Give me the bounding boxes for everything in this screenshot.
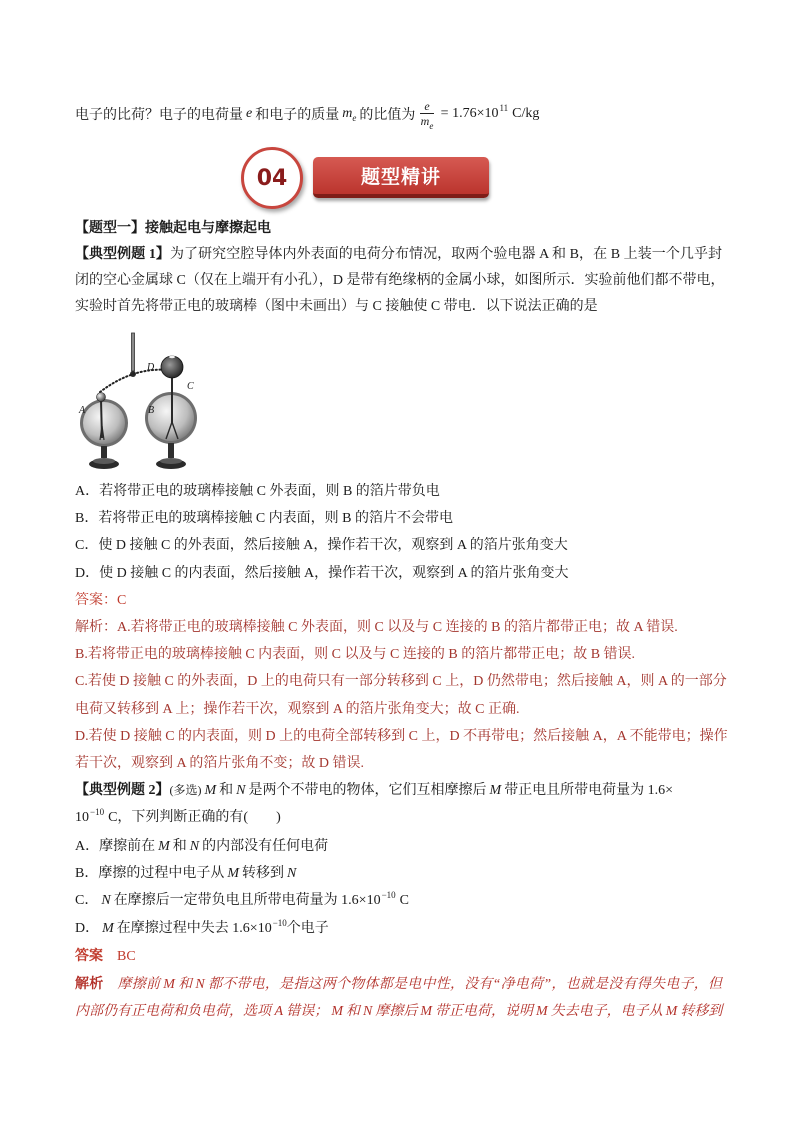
example1-analysis-line2: B.若将带正电的玻璃棒接触 C 内表面，则 C 以及与 C 连接的 B 的箔片都带正电；故 B 错误. bbox=[75, 647, 636, 663]
example1-option-d: D．使 D 接触 C 的内表面，然后接触 A，操作若干次，观察到 A 的箔片张角变大 bbox=[75, 565, 569, 581]
text-segment: 在摩擦过程中失去 1.6×10 bbox=[116, 921, 272, 937]
intro-mid-text: 和电子的质量 bbox=[255, 108, 340, 123]
exponent: −10 bbox=[381, 890, 396, 901]
text-segment: 在摩擦后一定带负电且所带电荷量为 1.6×10 bbox=[113, 893, 381, 909]
example2-option-a bbox=[75, 833, 722, 860]
variable-m: M bbox=[665, 1003, 678, 1019]
variable-n: N bbox=[362, 1003, 373, 1019]
variable-m: M bbox=[204, 783, 217, 799]
variable-n: N bbox=[189, 838, 200, 854]
multi-select-note: (多选) bbox=[169, 783, 202, 798]
variable-m: M bbox=[536, 1003, 548, 1019]
power-base: 10 bbox=[75, 810, 89, 826]
ratio-mantissa: = 1.76×10 bbox=[440, 106, 499, 121]
text-segment: 和 bbox=[219, 783, 234, 799]
insulated-handle-d bbox=[130, 333, 136, 377]
text-segment: 是两个不带电的物体，它们互相摩擦后 bbox=[248, 783, 487, 799]
example2-analysis-line2 bbox=[75, 998, 722, 1025]
example2-option-c bbox=[75, 887, 722, 915]
ratio-value bbox=[440, 103, 540, 122]
label-d: D bbox=[147, 362, 155, 373]
unit: C bbox=[399, 893, 410, 909]
text-segment: 转移到 bbox=[680, 1003, 723, 1019]
text-segment: 失去电子，电子从 bbox=[550, 1003, 663, 1019]
hollow-sphere-c bbox=[161, 356, 183, 378]
text-segment: 都不带电，是指这两个物体都是电中性，没有“净电荷”，也就是没有得失电子，但 bbox=[207, 976, 723, 992]
example1-stem-line1 bbox=[75, 242, 722, 268]
variable-m: M bbox=[331, 1003, 343, 1019]
example1-analysis-line6: 若干次，观察到 A 的箔片张角不变；故 D 错误. bbox=[75, 756, 364, 772]
example2-option-b bbox=[75, 860, 722, 887]
intro-tail-text: 的比值为 bbox=[359, 108, 416, 123]
answer-value: BC bbox=[117, 949, 136, 965]
example2-tag: 【典型例题 2】 bbox=[75, 783, 170, 799]
example2-stem-line2 bbox=[75, 804, 722, 832]
variable-m: m bbox=[342, 106, 353, 121]
label-c: C bbox=[187, 381, 194, 392]
ratio-unit: C/kg bbox=[512, 106, 540, 121]
example2-answer bbox=[75, 943, 722, 970]
denominator-m: m bbox=[420, 114, 430, 128]
example1-analysis-line1: 解析：A.若将带正电的玻璃棒接触 C 外表面，则 C 以及与 C 连接的 B 的箔片都带正电；故 A 错误. bbox=[75, 620, 678, 636]
ratio-exponent: 11 bbox=[499, 103, 509, 113]
example1-option-c: C．使 D 接触 C 的外表面，然后接触 A，操作若干次，观察到 A 的箔片张角变大 bbox=[75, 538, 568, 554]
example1-option-a: A．若将带正电的玻璃棒接触 C 外表面，则 B 的箔片带负电 bbox=[75, 484, 440, 499]
dotted-path bbox=[100, 370, 168, 392]
example1-analysis-line3: C.若使 D 接触 C 的外表面，D 上的电荷只有一部分转移到 C 上，D 仍然带电；然后接触 A，则 A 的一部分 bbox=[75, 674, 727, 690]
example1-tag: 【典型例题 1】 bbox=[75, 247, 170, 262]
variable-m-e bbox=[342, 106, 356, 122]
example2-stem-line1 bbox=[75, 777, 722, 804]
exponent: −10 bbox=[272, 918, 287, 929]
text-segment: 带正电荷，说明 bbox=[435, 1003, 533, 1019]
example1-option-b: B．若将带正电的玻璃棒接触 C 内表面，则 B 的箔片不会带电 bbox=[75, 511, 454, 527]
section-number: 04 bbox=[256, 165, 288, 191]
text-segment: 摩擦前 bbox=[117, 976, 161, 992]
text-segment: 转移到 bbox=[242, 865, 285, 881]
text-segment: C，下列判断正确的有( ) bbox=[108, 810, 281, 826]
example1-analysis-line4: 电荷又转移到 A 上；操作若干次，观察到 A 的箔片张角变大；故 C 正确. bbox=[75, 701, 520, 717]
charge-mass-fraction bbox=[420, 99, 433, 129]
section-heading: 【题型一】接触起电与摩擦起电 bbox=[75, 221, 271, 236]
variable-m: M bbox=[489, 783, 502, 799]
variable-m: M bbox=[227, 865, 240, 881]
text-segment: 和 bbox=[345, 1003, 360, 1019]
specific-charge-line bbox=[75, 97, 539, 131]
text-segment: 个电子 bbox=[286, 921, 329, 937]
section-title-banner bbox=[313, 157, 489, 198]
subscript-e: e bbox=[352, 113, 357, 123]
questions-block bbox=[75, 478, 728, 1025]
variable-n: N bbox=[236, 783, 246, 799]
stem-text: 为了研究空腔导体内外表面的电荷分布情况，取两个验电器 A 和 B，在 B 上装一个几乎封 bbox=[170, 247, 723, 262]
text-segment: D． bbox=[75, 921, 100, 937]
example1-stem-line2: 闭的空心金属球 C（仅在上端开有小孔），D 是带有绝缘柄的金属小球，如图所示．实验前他们都不带电， bbox=[75, 273, 725, 288]
intro-lead-text: 电子的比荷？电子的电荷量 bbox=[75, 108, 243, 123]
analysis-label: 解析 bbox=[75, 976, 104, 992]
answer-label: 答案 bbox=[75, 949, 103, 965]
example1-stem-block bbox=[75, 216, 725, 320]
electroscope-figure bbox=[72, 330, 212, 480]
section-number-badge bbox=[241, 147, 303, 209]
text-segment: 的内部没有任何电荷 bbox=[202, 838, 329, 854]
variable-m: M bbox=[420, 1003, 432, 1019]
text-segment: 摩擦后 bbox=[375, 1003, 418, 1019]
text-segment: B．摩擦的过程中电子从 bbox=[75, 865, 225, 881]
example1-answer: 答案：C bbox=[75, 592, 127, 608]
example2-option-d bbox=[75, 915, 722, 943]
denominator-subscript: e bbox=[429, 121, 434, 131]
text-segment: C． bbox=[75, 893, 99, 909]
variable-n: N bbox=[195, 976, 205, 992]
text-segment: 和 bbox=[172, 838, 187, 854]
variable-e: e bbox=[246, 106, 253, 121]
example2-analysis-line1 bbox=[75, 971, 722, 998]
example1-stem-line3: 实验时首先将带正电的玻璃棒（图中未画出）与 C 接触使 C 带电．以下说法正确的是 bbox=[75, 299, 598, 314]
exponent: −10 bbox=[90, 807, 105, 818]
electroscope-a bbox=[80, 393, 128, 470]
fraction-numerator: e bbox=[420, 99, 433, 114]
variable-m: M bbox=[102, 921, 114, 937]
text-segment: 带正电且所带电荷量为 1.6× bbox=[504, 783, 674, 799]
text-segment: 和 bbox=[177, 976, 193, 992]
variable-m: M bbox=[158, 838, 170, 854]
variable-n: N bbox=[101, 893, 111, 909]
label-a: A bbox=[79, 405, 86, 416]
label-b: B bbox=[148, 405, 155, 416]
fraction-denominator bbox=[421, 114, 434, 129]
example1-analysis-line5: D.若使 D 接触 C 的内表面，则 D 上的电荷全部转移到 C 上，D 不再带电；然后接触 A，A 不能带电；操作 bbox=[75, 728, 728, 744]
variable-m: M bbox=[163, 976, 175, 992]
section-title: 题型精讲 bbox=[360, 166, 441, 188]
text-segment: 内部仍有正电荷和负电荷，选项 A 错误； bbox=[75, 1003, 329, 1019]
variable-n: N bbox=[287, 865, 297, 881]
text-segment: A．摩擦前在 bbox=[75, 838, 156, 854]
